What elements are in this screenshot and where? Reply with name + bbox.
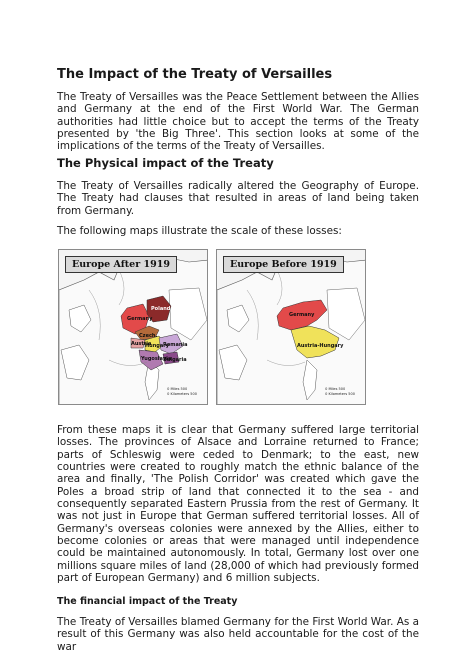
page-title: The Impact of the Treaty of Versailles (57, 67, 333, 82)
map-label-germany: Germany (127, 316, 153, 322)
map-label-romania: Romania (163, 342, 188, 348)
map-label-austria-hungary: Austria-Hungary (297, 343, 344, 349)
section-heading-financial: The financial impact of the Treaty (57, 596, 238, 607)
intro-paragraph: The Treaty of Versailles was the Peace Settlement between the Allies and Germany at the end of the First World War. The German authorities had little choice but to accept the terms of the Treaty presented by 'the Big Three'. This section looks at some of the implications of the terms of the Treaty of Versailles. (57, 91, 419, 153)
map-after-scale-km: 0 Kilometers 500 (167, 391, 197, 396)
map-label-poland: Poland (151, 306, 171, 312)
map-before-drawing (217, 250, 366, 405)
map-before-title: Europe Before 1919 (223, 256, 344, 273)
map-after-drawing (59, 250, 208, 405)
map-before-scale-miles: 0 Miles 500 (325, 387, 346, 391)
physical-paragraph-1: The Treaty of Versailles radically altered the Geography of Europe. The Treaty had clauses that resulted in areas of land being taken from Germany. (57, 180, 419, 217)
map-label-czech: Czech. (139, 333, 158, 339)
map-label-yugoslavia: Yugoslavia (141, 356, 172, 362)
physical-paragraph-2: The following maps illustrate the scale of these losses: (57, 225, 342, 237)
map-after-title: Europe After 1919 (65, 256, 177, 273)
map-europe-after-1919 (58, 249, 208, 405)
map-before-scale-km: 0 Kilometers 500 (325, 391, 355, 396)
section-heading-physical: The Physical impact of the Treaty (57, 156, 274, 170)
map-after-scale-miles: 0 Miles 500 (167, 387, 188, 391)
map-label-austria: Austria (131, 341, 152, 347)
map-after-scale (167, 387, 197, 396)
map-label-hungary: Hungary (145, 343, 169, 349)
map-label-bulgaria: Bulgaria (163, 357, 187, 363)
financial-paragraph-1: The Treaty of Versailles blamed Germany for the First World War. As a result of this Germany was also held accountable for the cost of the war (57, 616, 419, 653)
map-before-scale (325, 387, 355, 396)
physical-paragraph-3: From these maps it is clear that Germany suffered large territorial losses. The provinces of Alsace and Lorraine returned to France; parts of Schleswig were ceded to Denmark; to the east, new countries were created to roughly match the ethnic balance of the area and finally, 'The Polish Corridor' was created which gave the Poles a broad strip of land that connected it to the sea - and consequently separated Eastern Prussia from the rest of Germany. It was not just in Europe that German suffered territorial losses. All of Germany's overseas colonies were annexed by the Allies, either to become colonies or areas that were managed until independence could be maintained autonomously. In total, Germany lost over one millions square miles of land (28,000 of which had previously formed part of European Germany) and 6 million subjects. (57, 424, 419, 585)
map-europe-before-1919 (216, 249, 366, 405)
map-label-germany-before: Germany (289, 312, 315, 318)
